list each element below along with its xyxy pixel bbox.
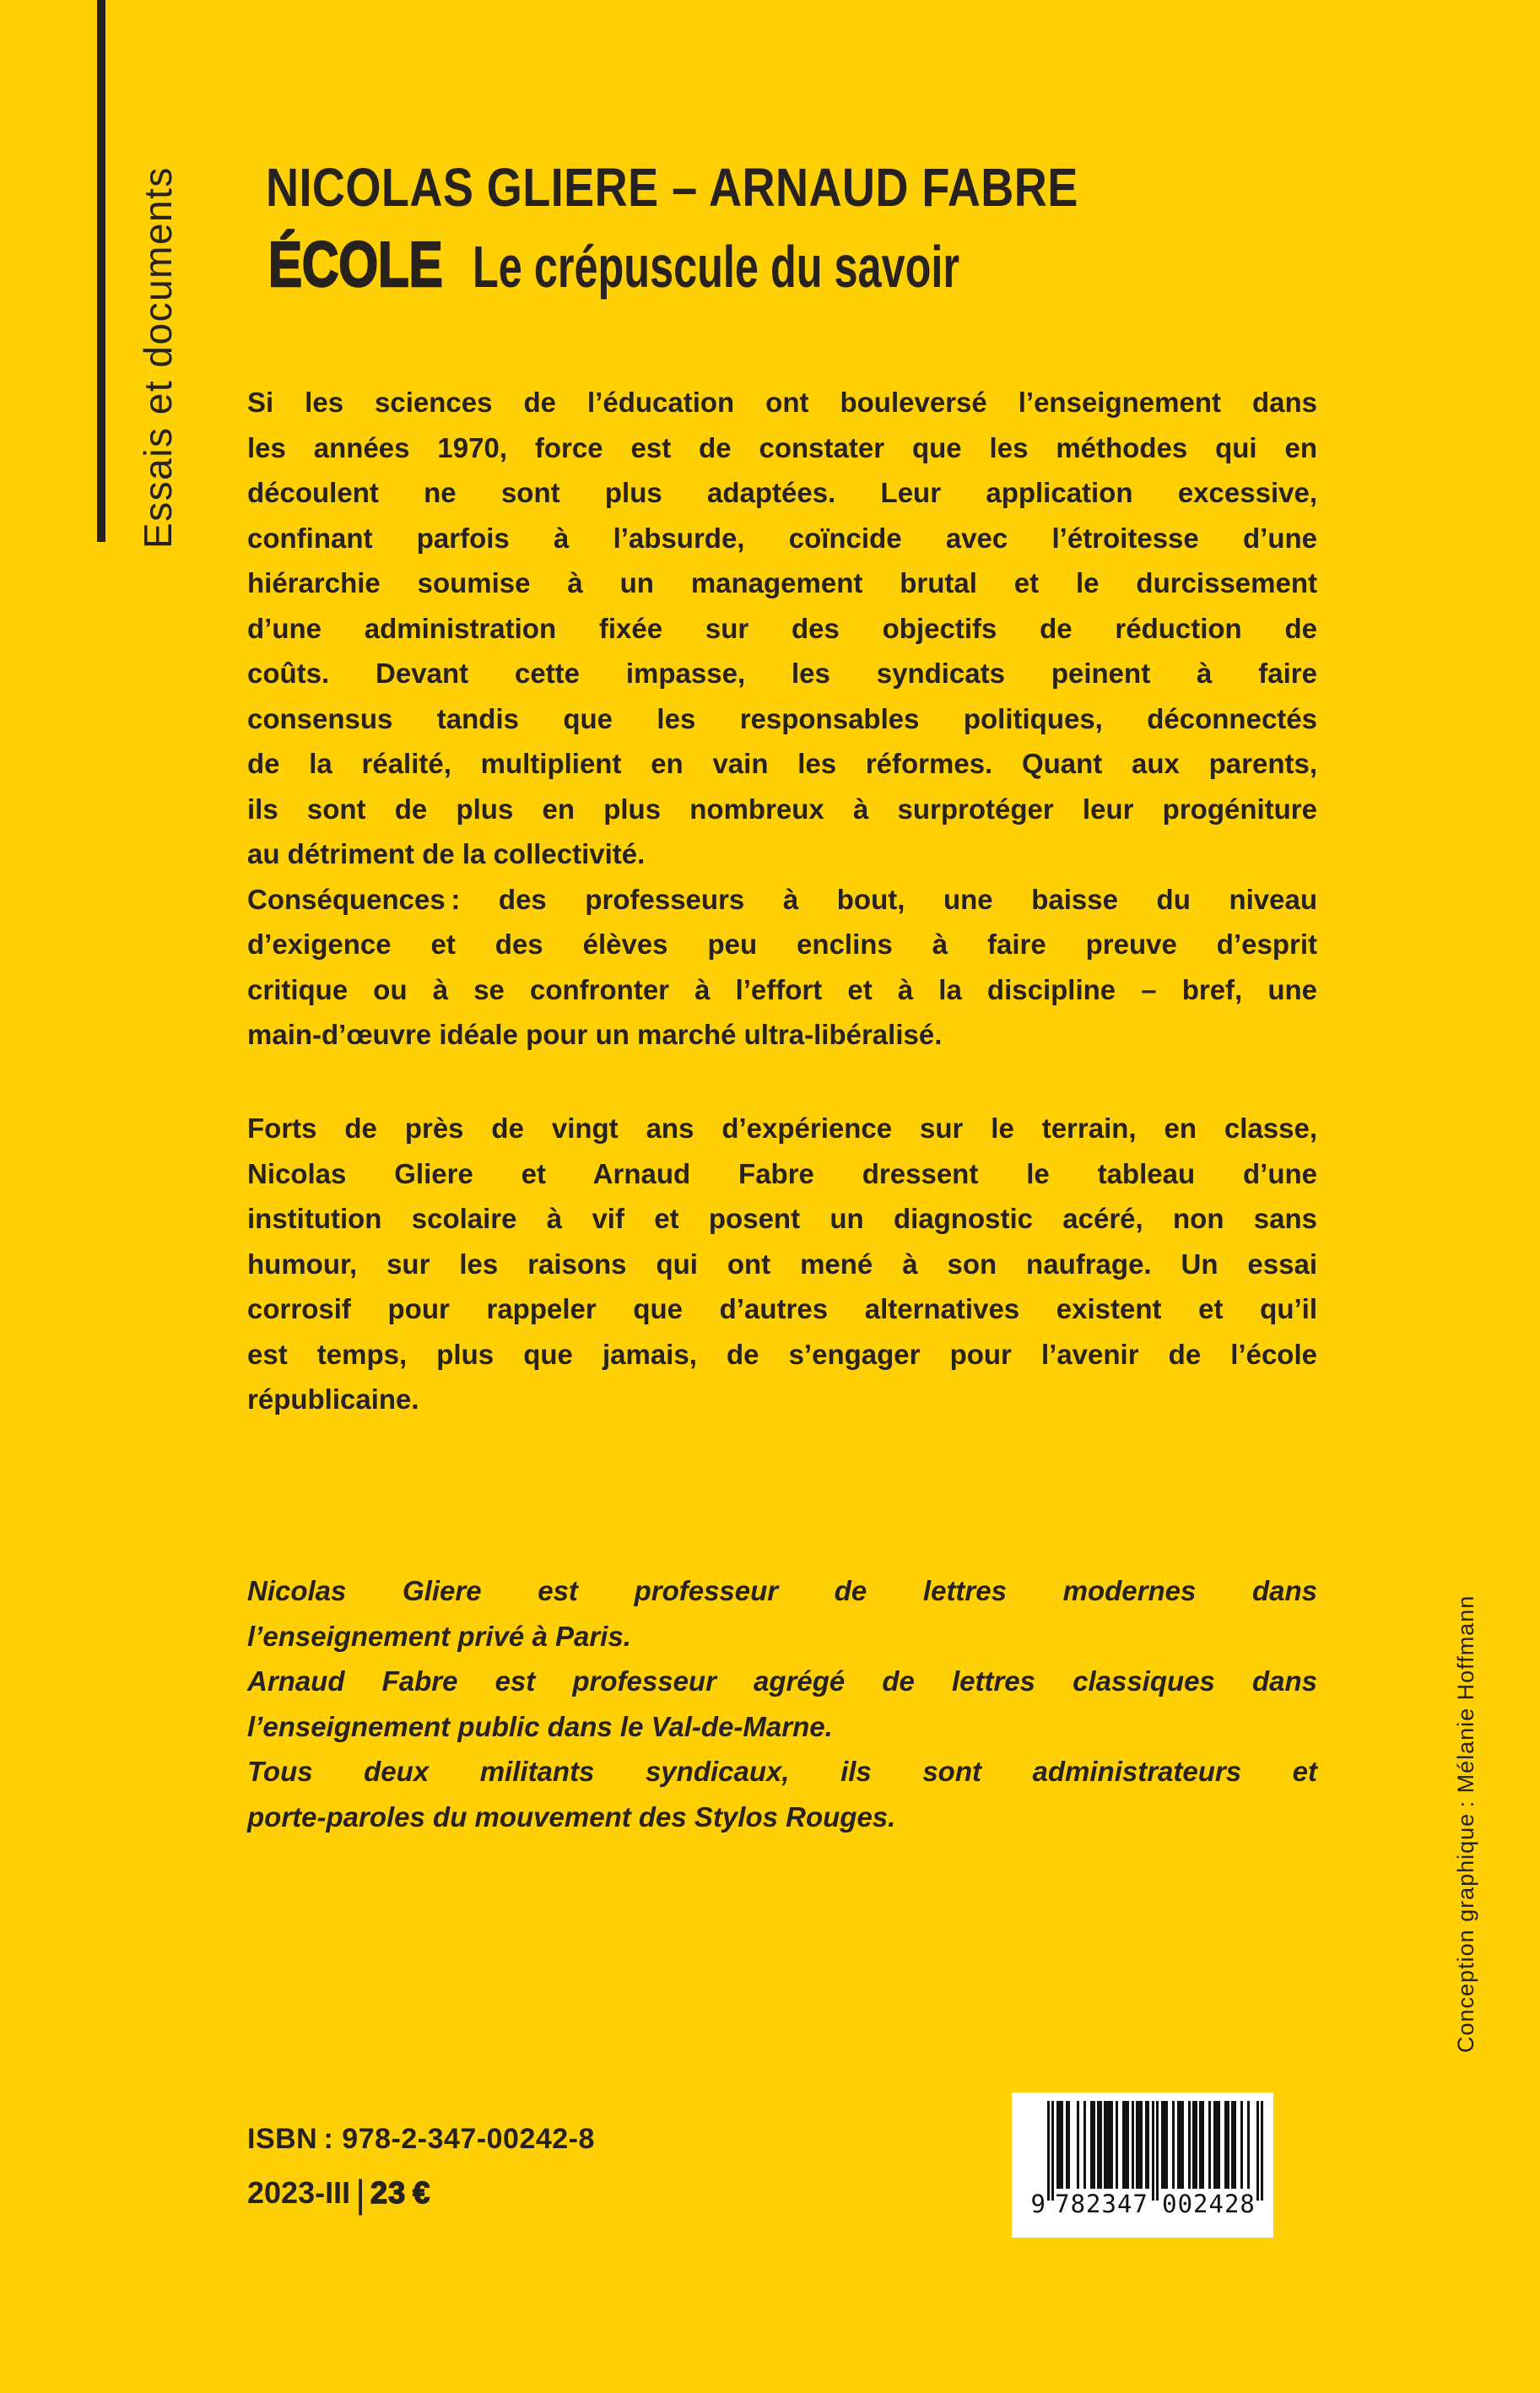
blurb-line: Si les sciences de l’éducation ont bouleversé l’enseignement dans — [247, 387, 1317, 418]
barcode-bar — [1061, 2101, 1063, 2189]
barcode-bar — [1256, 2101, 1259, 2201]
blurb-line: Forts de près de vingt ans d’expérience sur le terrain, en classe, — [247, 1113, 1317, 1144]
barcode-bar — [1100, 2101, 1102, 2189]
barcode-bar — [1188, 2101, 1191, 2189]
barcode-bar — [1195, 2101, 1197, 2189]
blurb-line: ils sont de plus en plus nombreux à surprotéger leur progéniture — [247, 793, 1317, 825]
separator-bar: | — [355, 2172, 366, 2216]
blurb-line: hiérarchie soumise à un management brutal et le durcissement — [247, 567, 1317, 598]
barcode-bar — [1132, 2101, 1134, 2189]
blurb-line: républicaine. — [247, 1383, 419, 1415]
barcode-bar — [1261, 2101, 1263, 2201]
blurb-line: main-d’œuvre idéale pour un marché ultra-libéralisé. — [247, 1019, 943, 1050]
barcode-bar — [1218, 2101, 1220, 2189]
back-blurb-part1 — [247, 380, 1317, 1058]
authors-bio — [247, 1568, 1317, 1839]
barcode-bar — [1127, 2101, 1129, 2189]
edition-code: 2023-III — [247, 2175, 351, 2210]
blurb-line: de la réalité, multiplient en vain les réformes. Quant aux parents, — [247, 748, 1317, 779]
barcode-bar — [1152, 2101, 1154, 2201]
barcode-bar — [1227, 2101, 1229, 2189]
blurb-line: critique ou à se confronter à l’effort et à la discipline – bref, une — [247, 973, 1317, 1005]
barcode-bar — [1165, 2101, 1168, 2189]
barcode-bar — [1156, 2101, 1159, 2201]
barcode-bar — [1172, 2101, 1175, 2189]
blurb-line: corrosif pour rappeler que d’autres alternatives existent et qu’il — [247, 1293, 1317, 1324]
blurb-line: Nicolas Gliere et Arnaud Fabre dressent le tableau d’une — [247, 1157, 1317, 1189]
isbn-line: ISBN : 978-2-347-00242-8 — [247, 2123, 595, 2155]
bio-line: l’enseignement privé à Paris. — [247, 1620, 631, 1652]
authors-line: NICOLAS GLIERE – ARNAUD FABRE — [266, 157, 1078, 218]
price: 23 € — [370, 2175, 431, 2210]
blurb-line: consensus tandis que les responsables politiques, déconnectés — [247, 702, 1317, 734]
barcode-bar — [1083, 2101, 1086, 2189]
blurb-line: institution scolaire à vif et posent un diagnostic acéré, non sans — [247, 1203, 1317, 1234]
barcode-bar — [1148, 2101, 1150, 2189]
blurb-line: au détriment de la collectivité. — [247, 838, 646, 869]
bio-line: l’enseignement public dans le Val-de-Marne. — [247, 1710, 833, 1742]
back-blurb-part2 — [247, 1106, 1317, 1422]
barcode — [1012, 2093, 1273, 2238]
bio-line: Tous deux militants syndicaux, ils sont administrateurs et — [247, 1756, 1317, 1787]
bio-line: Arnaud Fabre est professeur agrégé de lettres classiques dans — [247, 1665, 1317, 1697]
title-word: ÉCOLE — [268, 229, 443, 300]
edition-price-line — [247, 2173, 430, 2216]
blurb-line: est temps, plus que jamais, de s’engager pour l’avenir de l’école — [247, 1338, 1317, 1370]
series-label-vertical: Essais et documents — [136, 166, 180, 549]
barcode-bar — [1093, 2101, 1095, 2189]
blurb-line: confinant parfois à l’absurde, coïncide avec l’étroitesse d’une — [247, 522, 1317, 554]
barcode-bar — [1140, 2101, 1143, 2189]
barcode-bar — [1051, 2101, 1054, 2201]
barcode-digit-lead: 9 — [1030, 2190, 1046, 2218]
barcode-bar — [1240, 2101, 1243, 2189]
barcode-bar — [1067, 2101, 1070, 2189]
barcode-bar — [1234, 2101, 1236, 2189]
blurb-line: d’exigence et des élèves peu enclins à faire preuve d’esprit — [247, 929, 1317, 960]
blurb-line: d’une administration fixée sur des objectifs de réduction de — [247, 612, 1317, 644]
blurb-line: les années 1970, force est de constater que les méthodes qui en — [247, 431, 1317, 463]
barcode-bar — [1116, 2101, 1118, 2189]
bio-line: porte-paroles du mouvement des Stylos Rouges. — [247, 1800, 896, 1833]
blurb-line: humour, sur les raisons qui ont mené à son naufrage. Un essai — [247, 1248, 1317, 1280]
blurb-line: Conséquences : des professeurs à bout, une baisse du niveau — [247, 883, 1317, 915]
barcode-bar — [1110, 2101, 1113, 2189]
blurb-line: découlent ne sont plus adaptées. Leur application excessive, — [247, 477, 1317, 508]
barcode-bar — [1047, 2101, 1050, 2201]
design-credit-vertical: Conception graphique : Mélanie Hoffmann — [1453, 1594, 1478, 2053]
barcode-digit-group1: 782347 — [1055, 2190, 1148, 2218]
blurb-line: coûts. Devant cette impasse, les syndicats peinent à faire — [247, 658, 1317, 689]
title-subtitle: Le crépuscule du savoir — [473, 234, 960, 300]
barcode-bar — [1247, 2101, 1250, 2189]
barcode-bar — [1202, 2101, 1204, 2189]
barcode-bar — [1077, 2101, 1079, 2189]
spine-rule — [97, 0, 105, 542]
barcode-bar — [1208, 2101, 1211, 2189]
barcode-digit-group2: 002428 — [1162, 2190, 1256, 2218]
barcode-bar — [1181, 2101, 1184, 2189]
bio-line: Nicolas Gliere est professeur de lettres modernes dans — [247, 1575, 1317, 1606]
